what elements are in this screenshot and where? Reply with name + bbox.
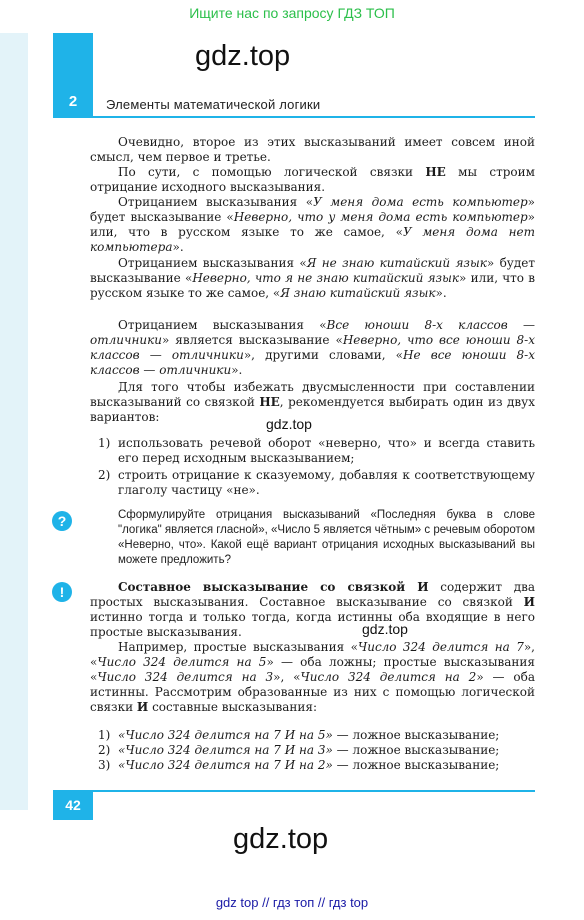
watermark-bottom: gdz.top <box>233 823 329 855</box>
chapter-number: 2 <box>68 93 78 110</box>
list-item: 2) строить отрицание к сказуемому, добавляя к соответствующему глаголу частицу «не». <box>98 468 535 497</box>
paragraph: Отрицанием высказывания «У меня дома есть компьютер» будет высказывание «Неверно, что у меня дома есть компьютер» или, что в русском языке то же самое, «У меня дома нет компьютера». <box>90 195 536 254</box>
paragraph: По сути, с помощью логической связки НЕ мы строим отрицание исходного высказывания. <box>90 165 535 194</box>
task-text: Сформулируйте отрицания высказываний «Последняя буква в слове "логика" является гласной», «Число 5 является чётным» с речевым оборотом «Неверно, что». Какой ещё вариант отрицания исходных высказываний вы можете предложить? <box>118 509 535 566</box>
paragraph: Отрицанием высказывания «Я не знаю китайский язык» будет высказывание «Неверно, что я не знаю китайский язык» или, что в русском языке то же самое, «Я знаю китайский язык». <box>90 256 535 300</box>
example-item: 1) «Число 324 делится на 7 И на 5» — ложное высказывание; <box>98 728 500 742</box>
header-rule <box>93 116 535 118</box>
watermark-top: gdz.top <box>195 40 291 72</box>
left-margin-strip <box>0 33 28 810</box>
watermark-inline: gdz.top <box>266 416 312 432</box>
page-number: 42 <box>65 797 81 813</box>
exclamation-icon: ! <box>52 582 72 602</box>
top-banner: Ищите нас по запросу ГДЗ ТОП <box>189 5 395 21</box>
list-item: 1) использовать речевой оборот «неверно, что» и всегда ставить его перед исходным высказыванием; <box>98 436 535 465</box>
watermark-inline: gdz.top <box>362 621 408 637</box>
paragraph: Очевидно, второе из этих высказываний имеет совсем иной смысл, чем первое и третье. <box>90 135 535 164</box>
chapter-tab <box>53 33 93 118</box>
example-item: 2) «Число 324 делится на 7 И на 3» — ложное высказывание; <box>98 743 500 757</box>
chapter-title: Элементы математической логики <box>106 97 321 112</box>
paragraph: Отрицанием высказывания «Все юноши 8-х классов — отличники» является высказывание «Неверно, что все юноши 8-х классов — отличники», другими словами, «Не все юноши 8-х классов — отличники». <box>90 318 536 377</box>
footer-links[interactable]: gdz top // гдз топ // гдз top <box>215 895 369 910</box>
paragraph: Для того чтобы избежать двусмысленности при составлении высказываний со связкой НЕ, рекомендуется выбирать один из двух вариантов: <box>90 380 535 424</box>
footer-rule <box>93 790 535 792</box>
page-number-tab <box>53 790 93 820</box>
paragraph: Например, простые высказывания «Число 324 делится на 7», «Число 324 делится на 5» — оба ложны; простые высказывания «Число 324 делится на 3», «Число 324 делится на 2» — оба истинны. Рассмотрим образованные из них с помощью логической связки И составные высказывания: <box>90 640 535 714</box>
example-item: 3) «Число 324 делится на 7 И на 2» — ложное высказывание; <box>98 758 500 772</box>
definition-paragraph: Составное высказывание со связкой И содержит два простых высказывания. Составное высказывание со связкой И истинно тогда и только тогда, когда истинны оба входящие в него простые высказывания. <box>90 580 535 639</box>
question-icon: ? <box>52 511 72 531</box>
